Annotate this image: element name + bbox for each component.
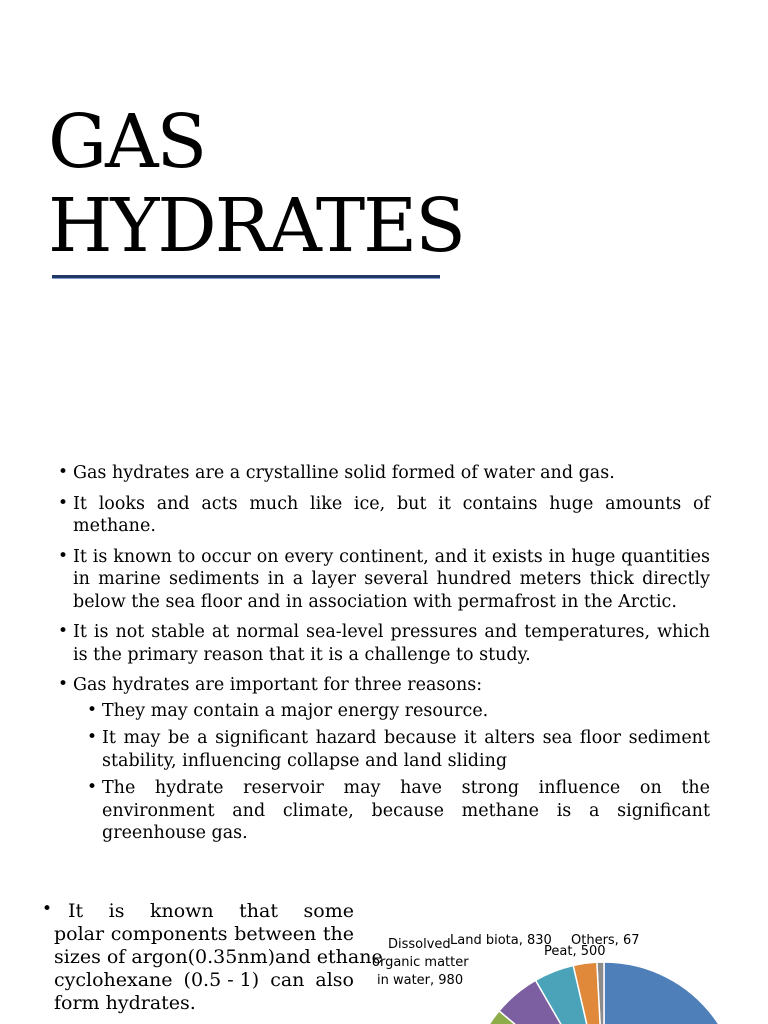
lower-word: known [149, 900, 214, 922]
bullet-item-reasons [58, 674, 710, 845]
sub-bullet-list [87, 700, 710, 845]
lower-word: It [68, 900, 84, 922]
lower-word: some [303, 900, 354, 922]
bullet-item: • Gas hydrates are a crystalline solid formed of water and gas. [58, 462, 710, 485]
bullet-item: • It is known to occur on every continent, and it exists in huge quantities in marine sediments in a layer several hundred meters thick directly below the sea floor and in association with permafrost in the Arctic. [58, 546, 710, 614]
lower-word: cyclohexane [54, 969, 173, 991]
pie-slice-main [604, 962, 741, 1024]
lower-word: (0.5 - 1) [183, 969, 260, 991]
bullet-dot: • [42, 899, 53, 919]
lower-word: can [270, 969, 305, 991]
lower-line-5: form hydrates. [54, 992, 196, 1014]
label-land-biota: Land biota, 830 [450, 933, 552, 948]
lower-word: and ethane [275, 946, 383, 968]
lower-bullet-text [42, 899, 383, 1015]
lower-line-2 [42, 923, 354, 946]
label-others: Others, 67 [571, 933, 640, 948]
lower-word: nm) [237, 946, 276, 968]
sub-bullet-item: • They may contain a major energy resource. [87, 700, 710, 723]
label-dissolved-3: in water, 980 [377, 973, 464, 988]
lower-word: that [239, 900, 279, 922]
lower-word: between [234, 923, 317, 945]
bullet-item-text: Gas hydrates are important for three reasons: [73, 675, 483, 695]
label-dissolved-1: Dissolved [388, 937, 451, 952]
sub-bullet-item: • The hydrate reservoir may have strong influence on the environment and climate, because methane is a significant greenhouse gas. [87, 777, 710, 845]
lower-word: components [110, 923, 228, 945]
lower-word: polar [54, 923, 105, 945]
lower-word: (0.35 [187, 946, 238, 968]
lower-word: is [108, 900, 125, 922]
lower-word: the [322, 923, 354, 945]
title-underline [52, 275, 440, 279]
lower-line-4 [42, 969, 354, 992]
lower-word: sizes of argon [54, 946, 188, 968]
bullet-item: • It looks and acts much like ice, but it contains huge amounts of methane. [58, 493, 710, 538]
label-dissolved-2: organic matter [372, 955, 469, 970]
label-peat: Peat, 500 [544, 944, 606, 959]
carbon-pie-chart [368, 924, 768, 1024]
lower-line-3 [42, 946, 383, 969]
lower-word: also [315, 969, 354, 991]
lower-line-1 [42, 900, 354, 923]
pie-slices [475, 962, 741, 1024]
sub-bullet-item: • It may be a significant hazard because it alters sea floor sediment stability, influencing collapse and land sliding [87, 727, 710, 772]
bullet-item: • It is not stable at normal sea-level pressures and temperatures, which is the primary reason that it is a challenge to study. [58, 621, 710, 666]
main-bullet-list [58, 462, 710, 853]
slide-title: GAS HYDRATES [48, 99, 464, 269]
